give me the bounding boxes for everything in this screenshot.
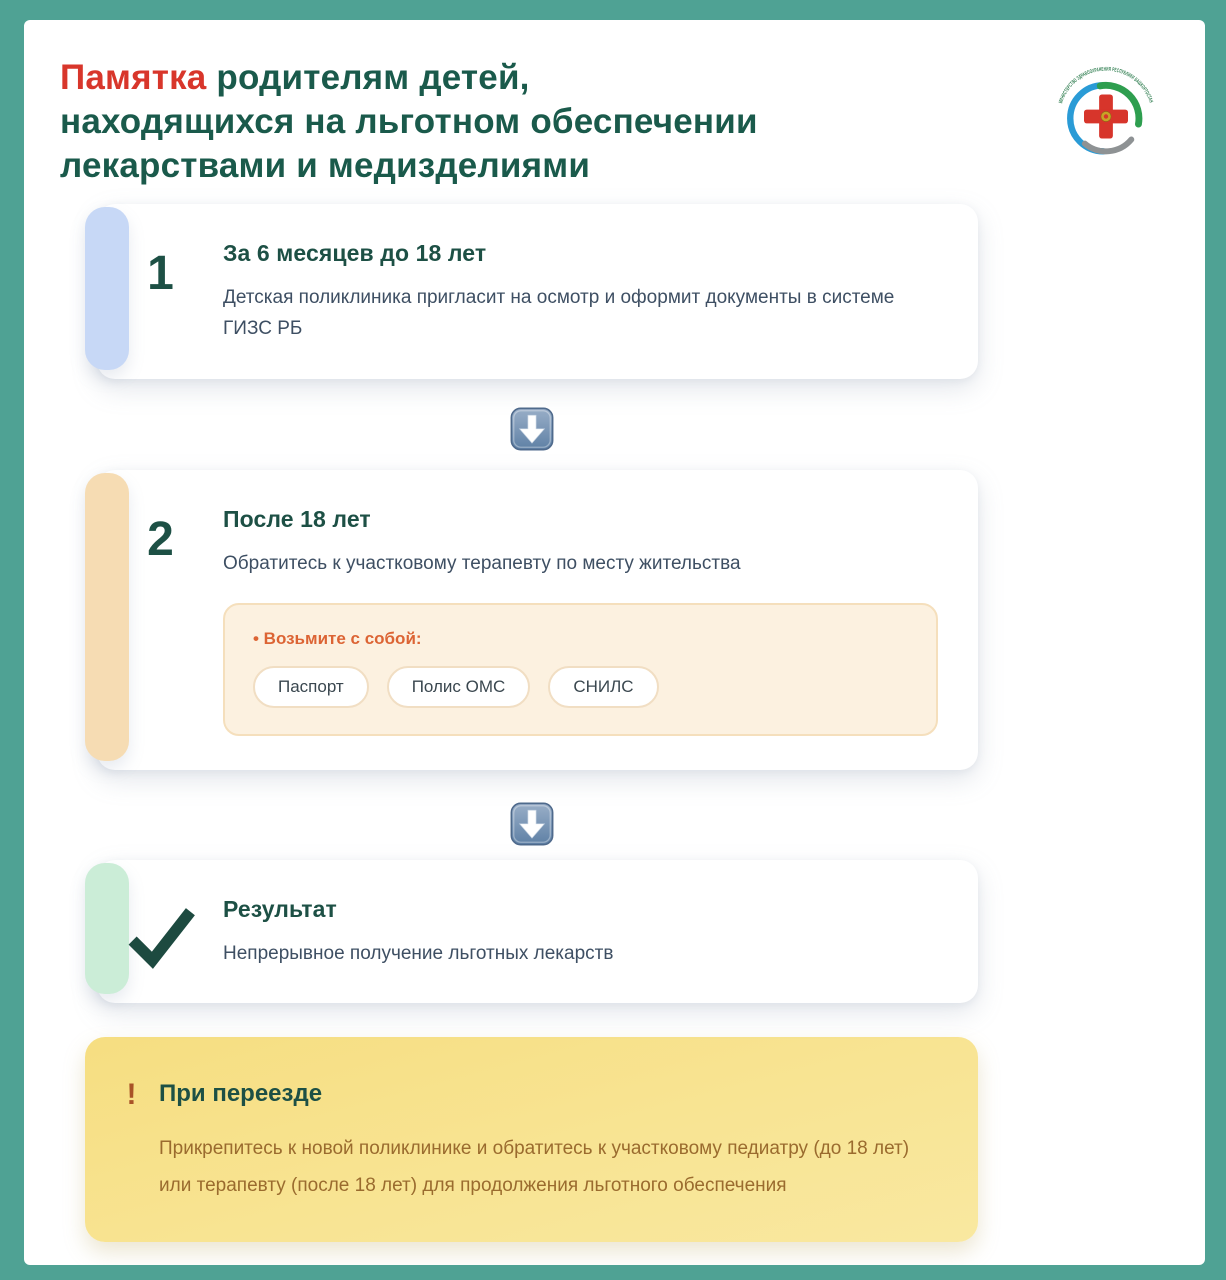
relocation-notice — [85, 1037, 978, 1242]
title-highlight: Памятка — [60, 58, 207, 97]
step-2-number-column — [97, 470, 223, 770]
result-icon-column — [97, 860, 223, 1003]
document-pill-passport: Паспорт — [253, 666, 369, 708]
down-arrow-icon — [510, 802, 554, 846]
memo-page — [24, 20, 1205, 1265]
bring-with-you-box — [223, 603, 938, 736]
step-1-number-column — [97, 204, 223, 379]
title-line2: находящихся на льготном обеспечении — [60, 102, 758, 141]
result-content — [223, 860, 978, 1003]
exclamation-icon: ! — [126, 1078, 137, 1112]
result-body: Непрерывное получение льготных лекарств — [223, 943, 614, 965]
step-2-body: Обратитесь к участковому терапевту по месту жительства — [223, 552, 741, 574]
step-2-title: После 18 лет — [223, 505, 371, 532]
notice-header — [121, 1078, 938, 1112]
result-card — [97, 860, 978, 1003]
bring-with-you-label: • Возьмите с собой: — [253, 629, 422, 649]
step-1-content — [223, 204, 978, 379]
arrow-row-2 — [85, 770, 978, 860]
document-pill-snils: СНИЛС — [548, 666, 658, 708]
logo-arc-text: МИНИСТЕРСТВО ЗДРАВООХРАНЕНИЯ РЕСПУБЛИКИ БАШКОРТОСТАН — [1058, 66, 1155, 106]
document-pill-oms: Полис ОМС — [387, 666, 531, 708]
arrow-row-1 — [85, 379, 978, 470]
ministry-logo — [1051, 56, 1161, 166]
check-icon — [122, 898, 198, 974]
header — [60, 54, 1169, 188]
documents-pill-row — [253, 666, 908, 708]
step-1-number: 1 — [147, 247, 173, 300]
step-card-2 — [97, 470, 978, 770]
result-title: Результат — [223, 896, 337, 923]
step-2-content — [223, 470, 978, 770]
steps-flow — [85, 204, 978, 1242]
down-arrow-icon — [510, 407, 554, 451]
title-line3: лекарствами и медизделиями — [60, 146, 591, 185]
step-2-number: 2 — [147, 512, 173, 566]
step-card-1 — [97, 204, 978, 379]
ministry-logo-icon — [1051, 56, 1161, 166]
notice-title: При переезде — [159, 1080, 323, 1108]
step-1-title: За 6 месяцев до 18 лет — [223, 240, 487, 266]
page-title — [60, 54, 1051, 188]
title-line1-rest: родителям детей, — [216, 58, 530, 97]
notice-body: Прикрепитесь к новой поликлинике и обратитесь к участковому педиатру (до 18 лет) или терапевту (после 18 лет) для продолжения льготного обеспечения — [159, 1138, 910, 1197]
step-1-body: Детская поликлиника пригласит на осмотр и оформит документы в системе ГИЗС РБ — [223, 287, 895, 340]
